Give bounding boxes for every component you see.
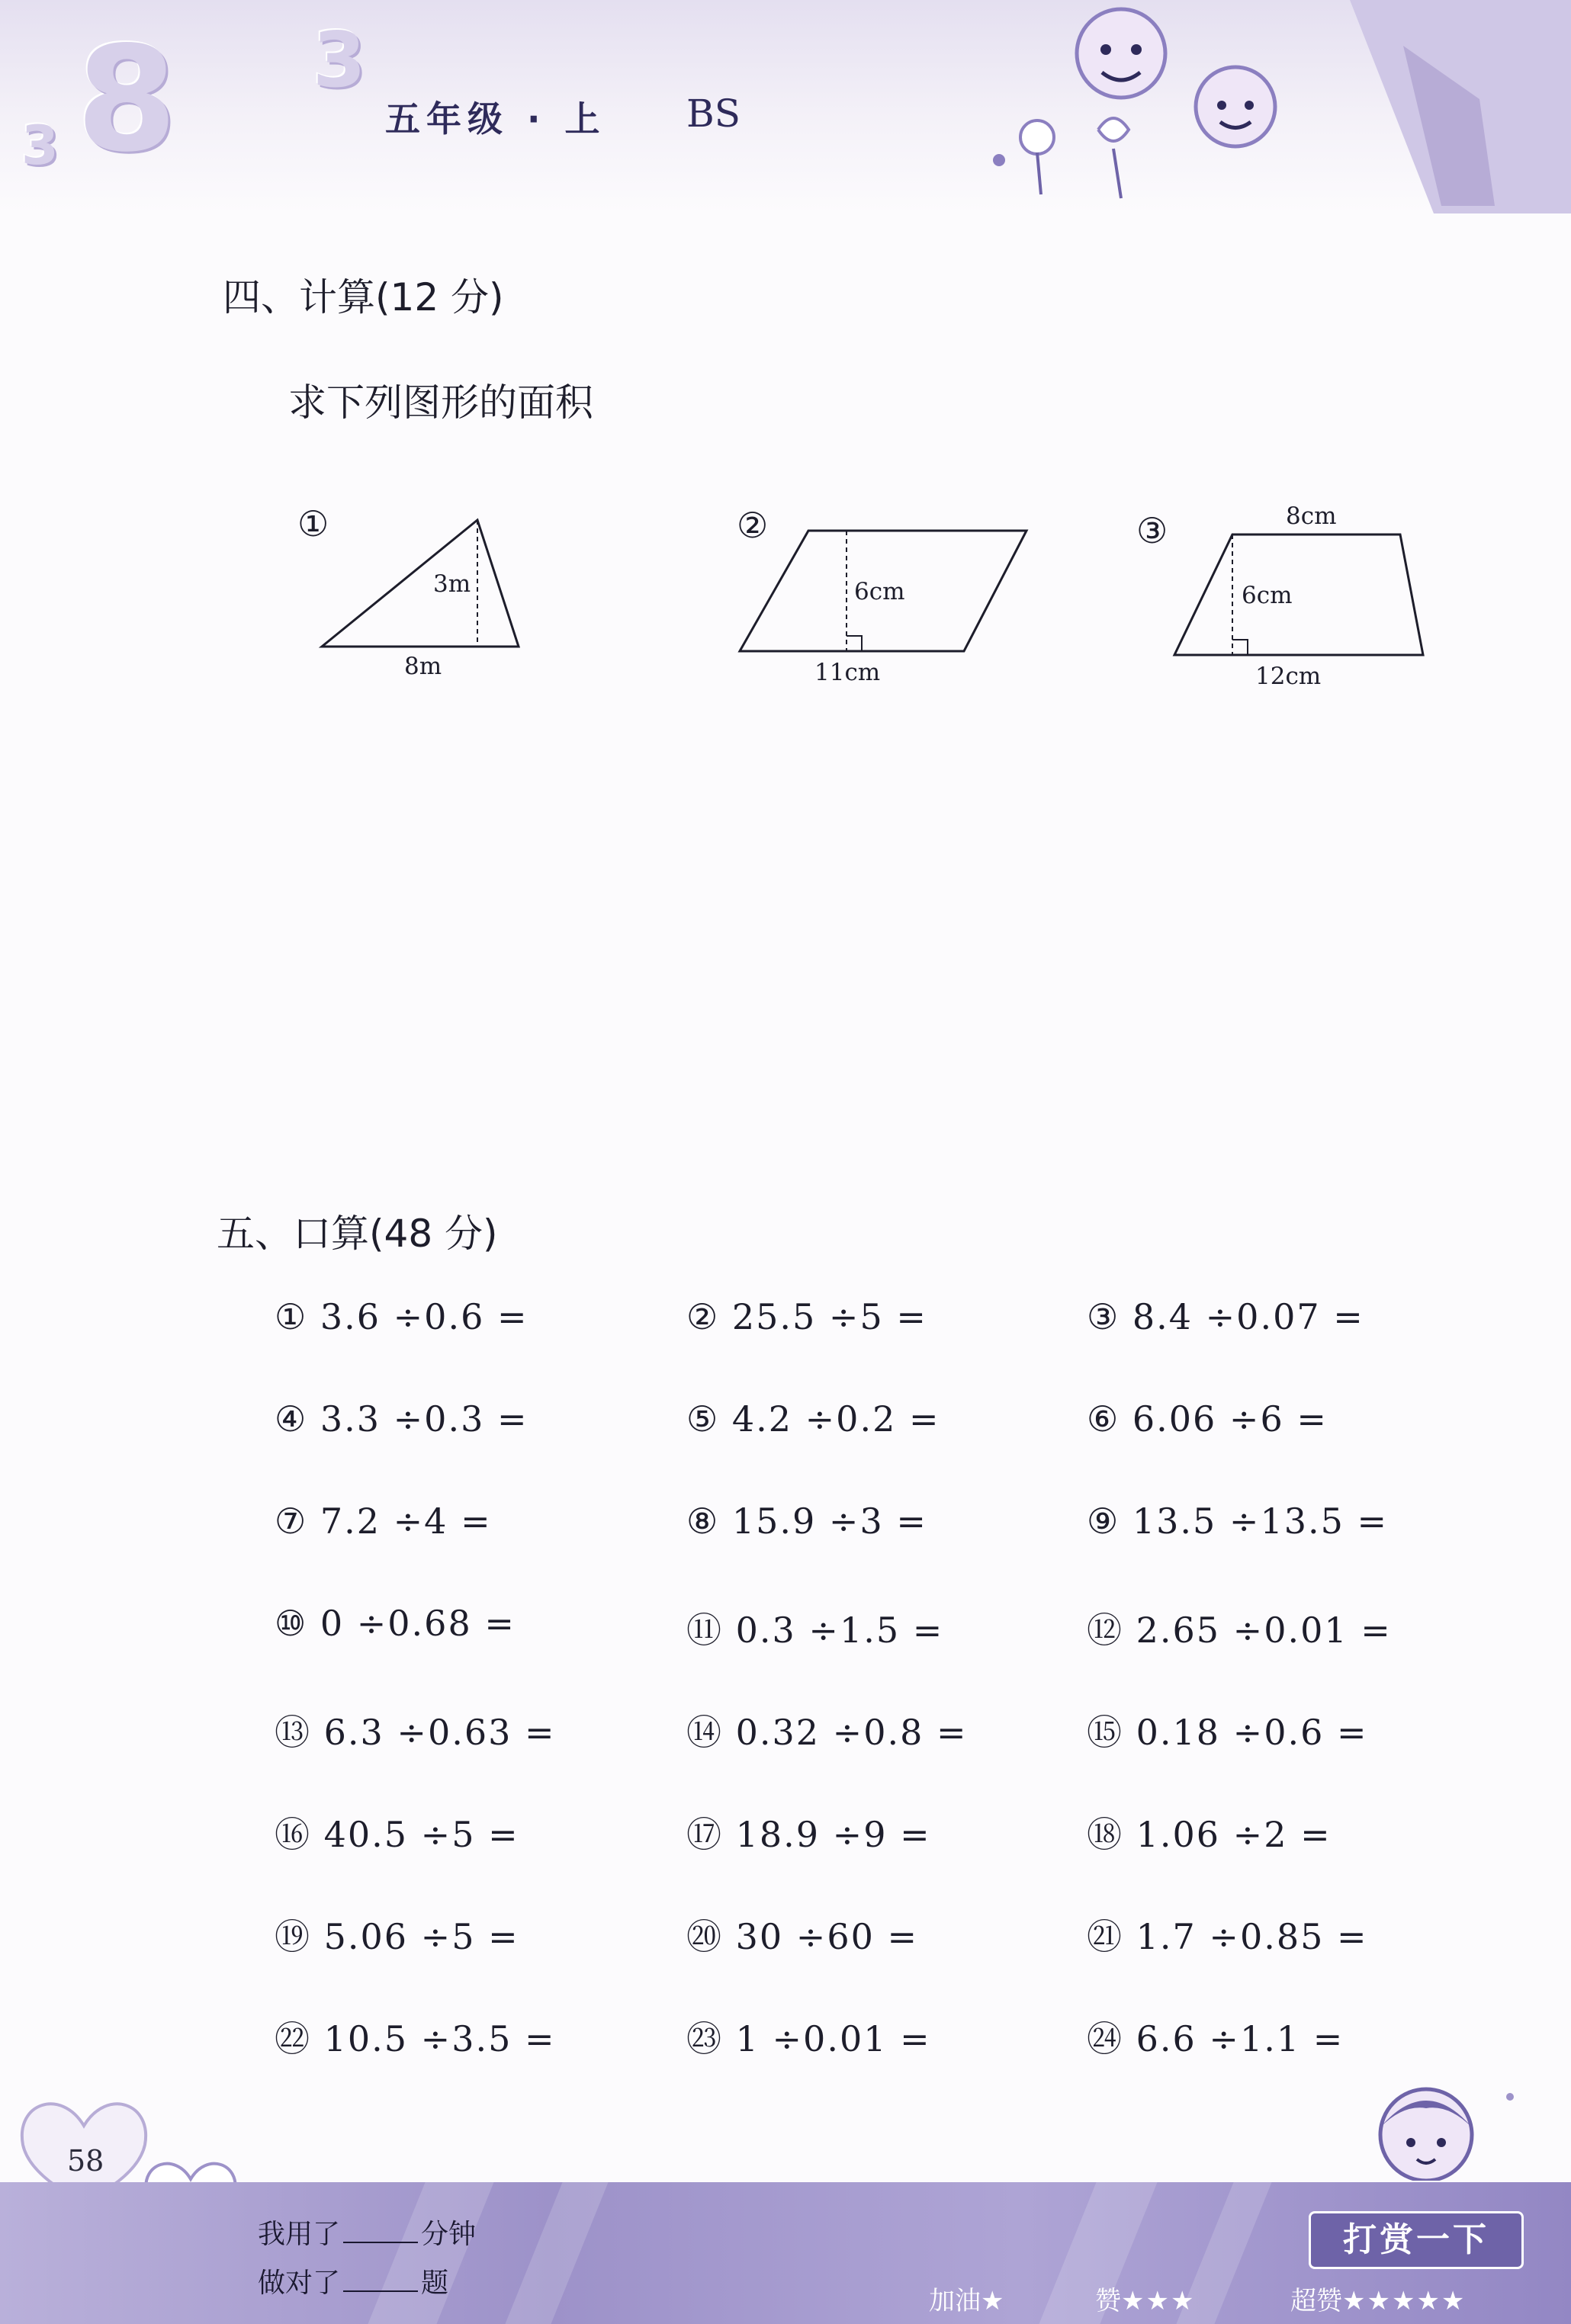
star-icon: ★★★★★ — [1342, 2286, 1467, 2316]
page-header — [0, 0, 1571, 213]
calc-problem: ⑦ 7.2 ÷4 = — [275, 1501, 492, 1542]
rating-super-praise[interactable] — [1290, 2280, 1466, 2317]
calc-problem: ㉓ 1 ÷0.01 = — [686, 2018, 931, 2059]
calc-problem: ㉑ 1.7 ÷0.85 = — [1087, 1916, 1368, 1957]
section-4-title: 四、计算(12 分) — [223, 275, 504, 319]
calc-problem: ⑧ 15.9 ÷3 = — [686, 1501, 927, 1542]
rating-super-label: 超赞 — [1290, 2286, 1342, 2316]
calc-problem: ㉔ 6.6 ÷1.1 = — [1087, 2018, 1345, 2059]
section-5-title: 五、口算(48 分) — [217, 1212, 498, 1256]
calc-problem: ⑩ 0 ÷0.68 = — [275, 1603, 516, 1644]
calc-problem: ⑨ 13.5 ÷13.5 = — [1087, 1501, 1389, 1542]
calc-problem: ⑭ 0.32 ÷0.8 = — [686, 1712, 968, 1753]
rating-encourage[interactable] — [929, 2280, 1005, 2317]
calc-problem: ⑫ 2.65 ÷0.01 = — [1087, 1610, 1392, 1651]
calc-problem: ㉒ 10.5 ÷3.5 = — [275, 2018, 556, 2059]
calc-problem: ⑯ 40.5 ÷5 = — [275, 1814, 519, 1855]
star-icon: ★ — [981, 2286, 1006, 2316]
calc-problem: ④ 3.3 ÷0.3 = — [275, 1398, 528, 1440]
decor-digit: 8 — [76, 15, 178, 184]
grade-title: 五年级 · 上 — [385, 98, 606, 140]
calc-problem: ⑰ 18.9 ÷9 = — [686, 1814, 931, 1855]
calc-problem: ② 25.5 ÷5 = — [686, 1296, 927, 1337]
figure-number: ① — [297, 503, 329, 544]
girl-illustration — [1357, 2074, 1525, 2181]
star-icon: ★★★ — [1121, 2286, 1196, 2316]
page-number: 58 — [67, 2144, 104, 2178]
correct-count-line — [258, 2261, 448, 2300]
trapezoid-height-label: 6cm — [1242, 582, 1293, 609]
time-label: 我用了 — [258, 2219, 341, 2250]
parallelogram-base-label: 11cm — [814, 659, 881, 686]
correct-unit: 题 — [421, 2268, 449, 2299]
kids-illustration — [946, 0, 1571, 213]
figure-trapezoid — [1136, 499, 1441, 698]
triangle-height-label: 3m — [433, 570, 471, 598]
figure-triangle — [297, 503, 541, 686]
calc-problem: ① 3.6 ÷0.6 = — [275, 1296, 528, 1337]
rating-praise-label: 赞 — [1095, 2286, 1121, 2316]
triangle-base-label: 8m — [404, 653, 442, 680]
parallelogram-height-label: 6cm — [854, 578, 905, 605]
calc-problem: ⑱ 1.06 ÷2 = — [1087, 1814, 1332, 1855]
decor-digit: 3 — [313, 15, 366, 104]
calc-problem: ⑤ 4.2 ÷0.2 = — [686, 1398, 940, 1440]
calc-problem: ⑬ 6.3 ÷0.63 = — [275, 1712, 556, 1753]
reward-button[interactable]: 打赏一下 — [1309, 2211, 1524, 2269]
calc-problem: ③ 8.4 ÷0.07 = — [1087, 1296, 1364, 1337]
figure-number: ② — [737, 505, 769, 546]
oral-calc-grid — [275, 1296, 1495, 2097]
instruction-text: 求下列图形的面积 — [288, 380, 593, 425]
figure-parallelogram — [732, 505, 1037, 695]
calc-problem: ⑮ 0.18 ÷0.6 = — [1087, 1712, 1368, 1753]
calc-problem: ⑪ 0.3 ÷1.5 = — [686, 1610, 944, 1651]
decor-digit: 3 — [21, 114, 59, 177]
edition-tag: BS — [686, 91, 741, 136]
calc-problem: ⑲ 5.06 ÷5 = — [275, 1916, 519, 1957]
trapezoid-top-label: 8cm — [1286, 502, 1337, 530]
calc-problem: ⑳ 30 ÷60 = — [686, 1916, 919, 1957]
figure-number: ③ — [1136, 510, 1168, 551]
time-spent-line — [258, 2213, 476, 2252]
time-blank[interactable] — [343, 2219, 418, 2243]
calc-problem: ⑥ 6.06 ÷6 = — [1087, 1398, 1328, 1440]
rating-praise[interactable] — [1095, 2280, 1195, 2317]
correct-blank[interactable] — [343, 2268, 418, 2292]
trapezoid-bottom-label: 12cm — [1255, 663, 1322, 690]
rating-encourage-label: 加油 — [929, 2286, 981, 2316]
time-unit: 分钟 — [421, 2219, 477, 2250]
correct-label: 做对了 — [258, 2268, 341, 2299]
